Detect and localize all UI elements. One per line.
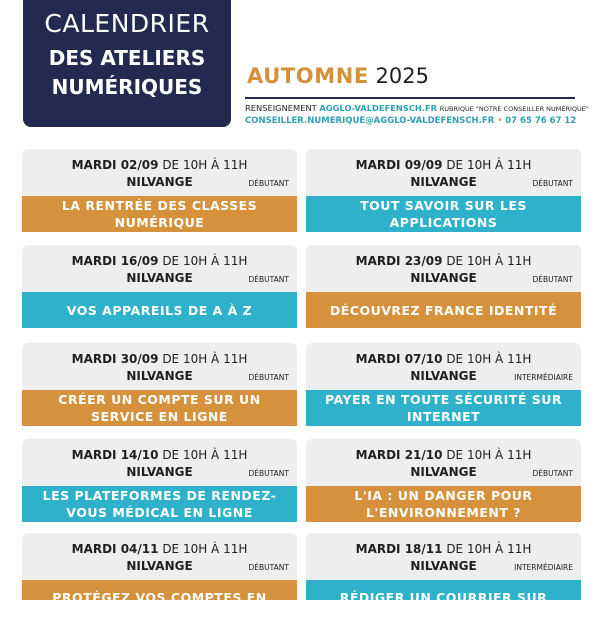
workshop-card [306, 343, 581, 426]
workshop-place: NILVANGE [126, 465, 193, 479]
workshop-time: DE 10H À 11H [446, 448, 532, 462]
workshop-level: DÉBUTANT [248, 275, 289, 284]
workshop-level: DÉBUTANT [532, 275, 573, 284]
workshop-time: DE 10H À 11H [446, 254, 532, 268]
workshop-title: CRÉER UN COMPTE SUR UN SERVICE EN LIGNE [22, 390, 297, 426]
workshop-time: DE 10H À 11H [162, 254, 248, 268]
workshop-place: NILVANGE [410, 369, 477, 383]
workshop-place: NILVANGE [410, 465, 477, 479]
info-line-website [245, 103, 589, 113]
workshop-level: DÉBUTANT [248, 179, 289, 188]
title-line-1: CALENDRIER [44, 9, 210, 38]
workshop-card [306, 533, 581, 622]
workshop-card [306, 245, 581, 328]
workshop-level: INTERMÉDIAIRE [514, 373, 573, 382]
workshop-level: DÉBUTANT [248, 563, 289, 572]
workshop-card [22, 439, 297, 522]
workshop-title: TOUT SAVOIR SUR LES APPLICATIONS [306, 196, 581, 232]
workshop-time: DE 10H À 11H [162, 158, 248, 172]
season-name: AUTOMNE [247, 64, 369, 88]
workshop-level: INTERMÉDIAIRE [514, 563, 573, 572]
title-line-3: NUMÉRIQUES [51, 75, 203, 99]
workshop-title: L'IA : UN DANGER POUR L'ENVIRONNEMENT ? [306, 486, 581, 522]
workshop-day: MARDI 02/09 [71, 158, 159, 172]
workshop-day: MARDI 16/09 [71, 254, 159, 268]
title-banner [23, 0, 231, 127]
workshop-card [22, 149, 297, 232]
season-heading [247, 64, 429, 88]
title-line-2: DES ATELIERS [48, 46, 206, 70]
workshop-day: MARDI 04/11 [71, 542, 159, 556]
workshop-title: RÉDIGER UN COURRIER SUR INTERNET [306, 580, 581, 600]
bullet-separator: • [497, 116, 503, 126]
workshop-day: MARDI 18/11 [355, 542, 443, 556]
workshop-time: DE 10H À 11H [446, 542, 532, 556]
workshop-place: NILVANGE [410, 271, 477, 285]
workshop-place: NILVANGE [126, 559, 193, 573]
workshop-title: VOS APPAREILS DE A À Z [22, 292, 297, 328]
workshop-place: NILVANGE [126, 369, 193, 383]
workshop-day: MARDI 07/10 [355, 352, 443, 366]
season-year: 2025 [375, 64, 429, 88]
workshop-title: LA RENTRÉE DES CLASSES NUMÉRIQUE [22, 196, 297, 232]
workshop-day: MARDI 23/09 [355, 254, 443, 268]
workshop-card [306, 149, 581, 232]
workshop-day: MARDI 09/09 [355, 158, 443, 172]
website-link[interactable]: AGGLO-VALDEFENSCH.FR [319, 103, 438, 113]
workshop-card [22, 533, 297, 622]
info-line-contact [245, 116, 576, 126]
workshop-time: DE 10H À 11H [446, 352, 532, 366]
rubric-text: RUBRIQUE "NOTRE CONSEILLER NUMÉRIQUE" [439, 105, 589, 113]
email-link[interactable]: CONSEILLER.NUMERIQUE@AGGLO-VALDEFENSCH.FR [245, 116, 495, 126]
workshop-card [22, 245, 297, 328]
workshop-card [22, 343, 297, 426]
workshop-title: PAYER EN TOUTE SÉCURITÉ SUR INTERNET [306, 390, 581, 426]
workshop-title: DÉCOUVREZ FRANCE IDENTITÉ [306, 292, 581, 328]
workshop-place: NILVANGE [126, 271, 193, 285]
workshop-level: DÉBUTANT [248, 373, 289, 382]
workshop-level: DÉBUTANT [532, 469, 573, 478]
workshop-day: MARDI 21/10 [355, 448, 443, 462]
info-label: RENSEIGNEMENT [245, 103, 317, 113]
workshop-level: DÉBUTANT [532, 179, 573, 188]
phone-number: 07 65 76 67 12 [505, 116, 577, 126]
workshop-place: NILVANGE [410, 175, 477, 189]
workshop-title: PROTÉGEZ VOS COMPTES EN LIGNE [22, 580, 297, 600]
workshop-card [306, 439, 581, 522]
workshop-time: DE 10H À 11H [162, 542, 248, 556]
workshop-day: MARDI 30/09 [71, 352, 159, 366]
info-divider [245, 97, 575, 99]
workshop-place: NILVANGE [410, 559, 477, 573]
workshop-day: MARDI 14/10 [71, 448, 159, 462]
workshop-level: DÉBUTANT [248, 469, 289, 478]
workshop-place: NILVANGE [126, 175, 193, 189]
workshop-time: DE 10H À 11H [446, 158, 532, 172]
workshop-title: LES PLATEFORMES DE RENDEZ-VOUS MÉDICAL EN LIGNE [22, 486, 297, 522]
workshop-time: DE 10H À 11H [162, 352, 248, 366]
workshop-time: DE 10H À 11H [162, 448, 248, 462]
